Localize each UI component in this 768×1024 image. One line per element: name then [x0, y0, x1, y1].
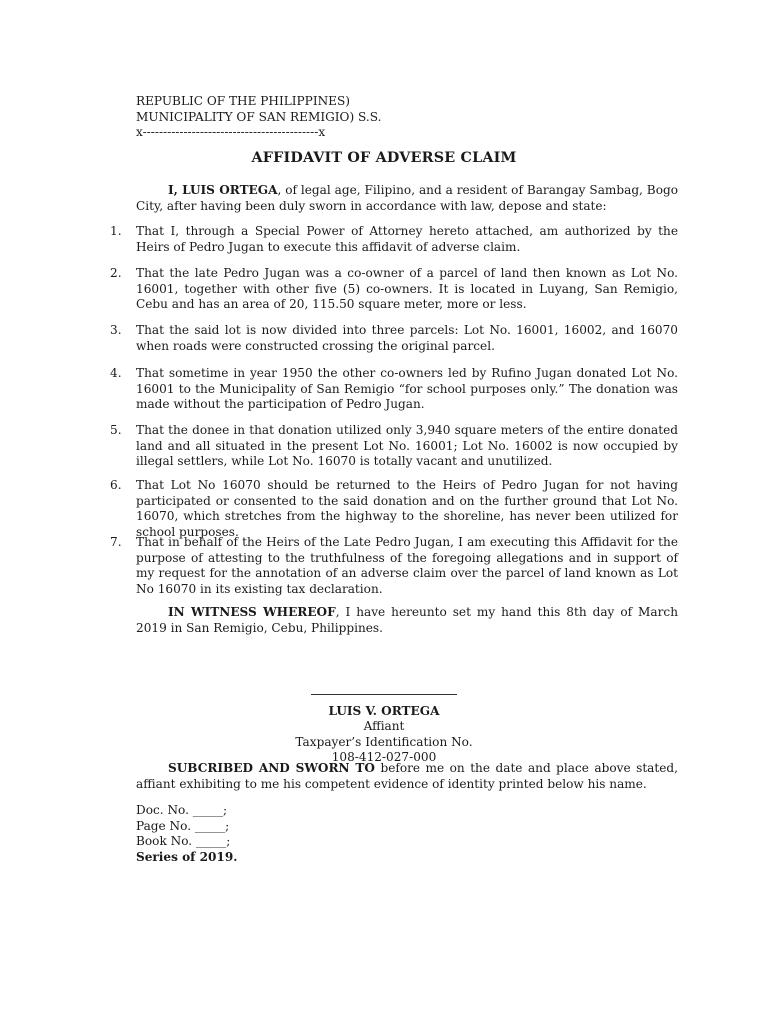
witness-text: , I have hereunto set my hand this 8th day of March 2019 in San Remigio, Cebu, Philippines. [136, 605, 678, 635]
item-text: That the said lot is now divided into three parcels: Lot No. 16001, 16002, and 16070 when roads were constructed crossing the original parcel. [136, 323, 678, 353]
tin-label: Taxpayer’s Identification No. [295, 734, 473, 749]
item-number: 5. [110, 423, 122, 437]
jurat-paragraph [136, 761, 678, 792]
document-title: AFFIDAVIT OF ADVERSE CLAIM [251, 150, 517, 166]
page-number: Page No. _____; [136, 818, 230, 833]
item-number: 6. [110, 478, 122, 492]
item-text: That the late Pedro Jugan was a co-owner of a parcel of land then known as Lot No. 16001, together with other five (5) co-owners. It is located in Luyang, San Remigio, Cebu and has an area of 20, 115.50 square meter, more or less. [136, 266, 678, 311]
venue-line-municipality: MUNICIPALITY OF SAN REMIGIO) S.S. [136, 109, 382, 124]
signature-line [311, 694, 457, 695]
doc-number: Doc. No. _____; [136, 803, 228, 817]
numbered-item-7 [110, 535, 678, 597]
item-text: That Lot No 16070 should be returned to the Heirs of Pedro Jugan for not having participated or consented to the said donation and on the further ground that Lot No. 16070, which stretches from the highway to the shoreline, has never been utilized for school purposes. [136, 478, 678, 539]
series-year: Series of 2019. [136, 849, 238, 864]
item-text: That sometime in year 1950 the other co-owners led by Rufino Jugan donated Lot No. 16001 to the Municipality of San Remigio “for school purposes only.” The donation was made without the participation of Pedro Jugan. [136, 366, 678, 411]
jurat-heading: SUBCRIBED AND SWORN TO [168, 761, 375, 775]
numbered-item-3 [110, 323, 678, 354]
witness-whereof-heading: IN WITNESS WHEREOF [168, 605, 336, 619]
numbered-item-4 [110, 366, 678, 413]
book-number: Book No. _____; [136, 834, 231, 848]
item-number: 1. [110, 224, 122, 238]
item-number: 4. [110, 366, 122, 380]
numbered-item-5 [110, 423, 678, 470]
venue-header [136, 94, 381, 141]
tin-number: 108-412-027-000 [331, 750, 437, 764]
item-text: That in behalf of the Heirs of the Late Pedro Jugan, I am executing this Affidavit for the purpose of attesting to the truthfulness of the foregoing allegations and in support of my request for the annotation of an adverse claim over the parcel of land known as Lot No 16070 in its existing tax declaration. [136, 535, 678, 596]
numbered-item-6 [110, 478, 678, 540]
intro-text: , of legal age, Filipino, and a resident of Barangay Sambag, Bogo City, after having been duly sworn in accordance with law, depose and state: [136, 183, 679, 213]
intro-paragraph [136, 183, 678, 214]
venue-line-republic: REPUBLIC OF THE PHILIPPINES) [136, 94, 351, 108]
signature-block [0, 684, 768, 766]
item-number: 3. [110, 323, 122, 337]
item-text: That I, through a Special Power of Attorney hereto attached, am authorized by the Heirs of Pedro Jugan to execute this affidavit of adverse claim. [136, 224, 678, 254]
item-number: 7. [110, 535, 122, 549]
affiant-name-intro: I, LUIS ORTEGA [168, 183, 278, 197]
item-text: That the donee in that donation utilized only 3,940 square meters of the entire donated land and all situated in the present Lot No. 16001; Lot No. 16002 is now occupied by illegal settlers, while Lot No. 16070 is totally vacant and unutilized. [136, 423, 678, 468]
numbered-item-1 [110, 224, 678, 255]
notarial-register [136, 803, 237, 865]
affiant-role: Affiant [363, 719, 405, 733]
item-number: 2. [110, 266, 122, 280]
venue-separator: x-------------------------------------------x [136, 125, 326, 139]
affiant-name: LUIS V. ORTEGA [328, 703, 440, 718]
jurat-text: before me on the date and place above stated, affiant exhibiting to me his competent evidence of identity printed below his name. [136, 761, 678, 791]
numbered-item-2 [110, 266, 678, 313]
witness-paragraph [136, 605, 678, 636]
